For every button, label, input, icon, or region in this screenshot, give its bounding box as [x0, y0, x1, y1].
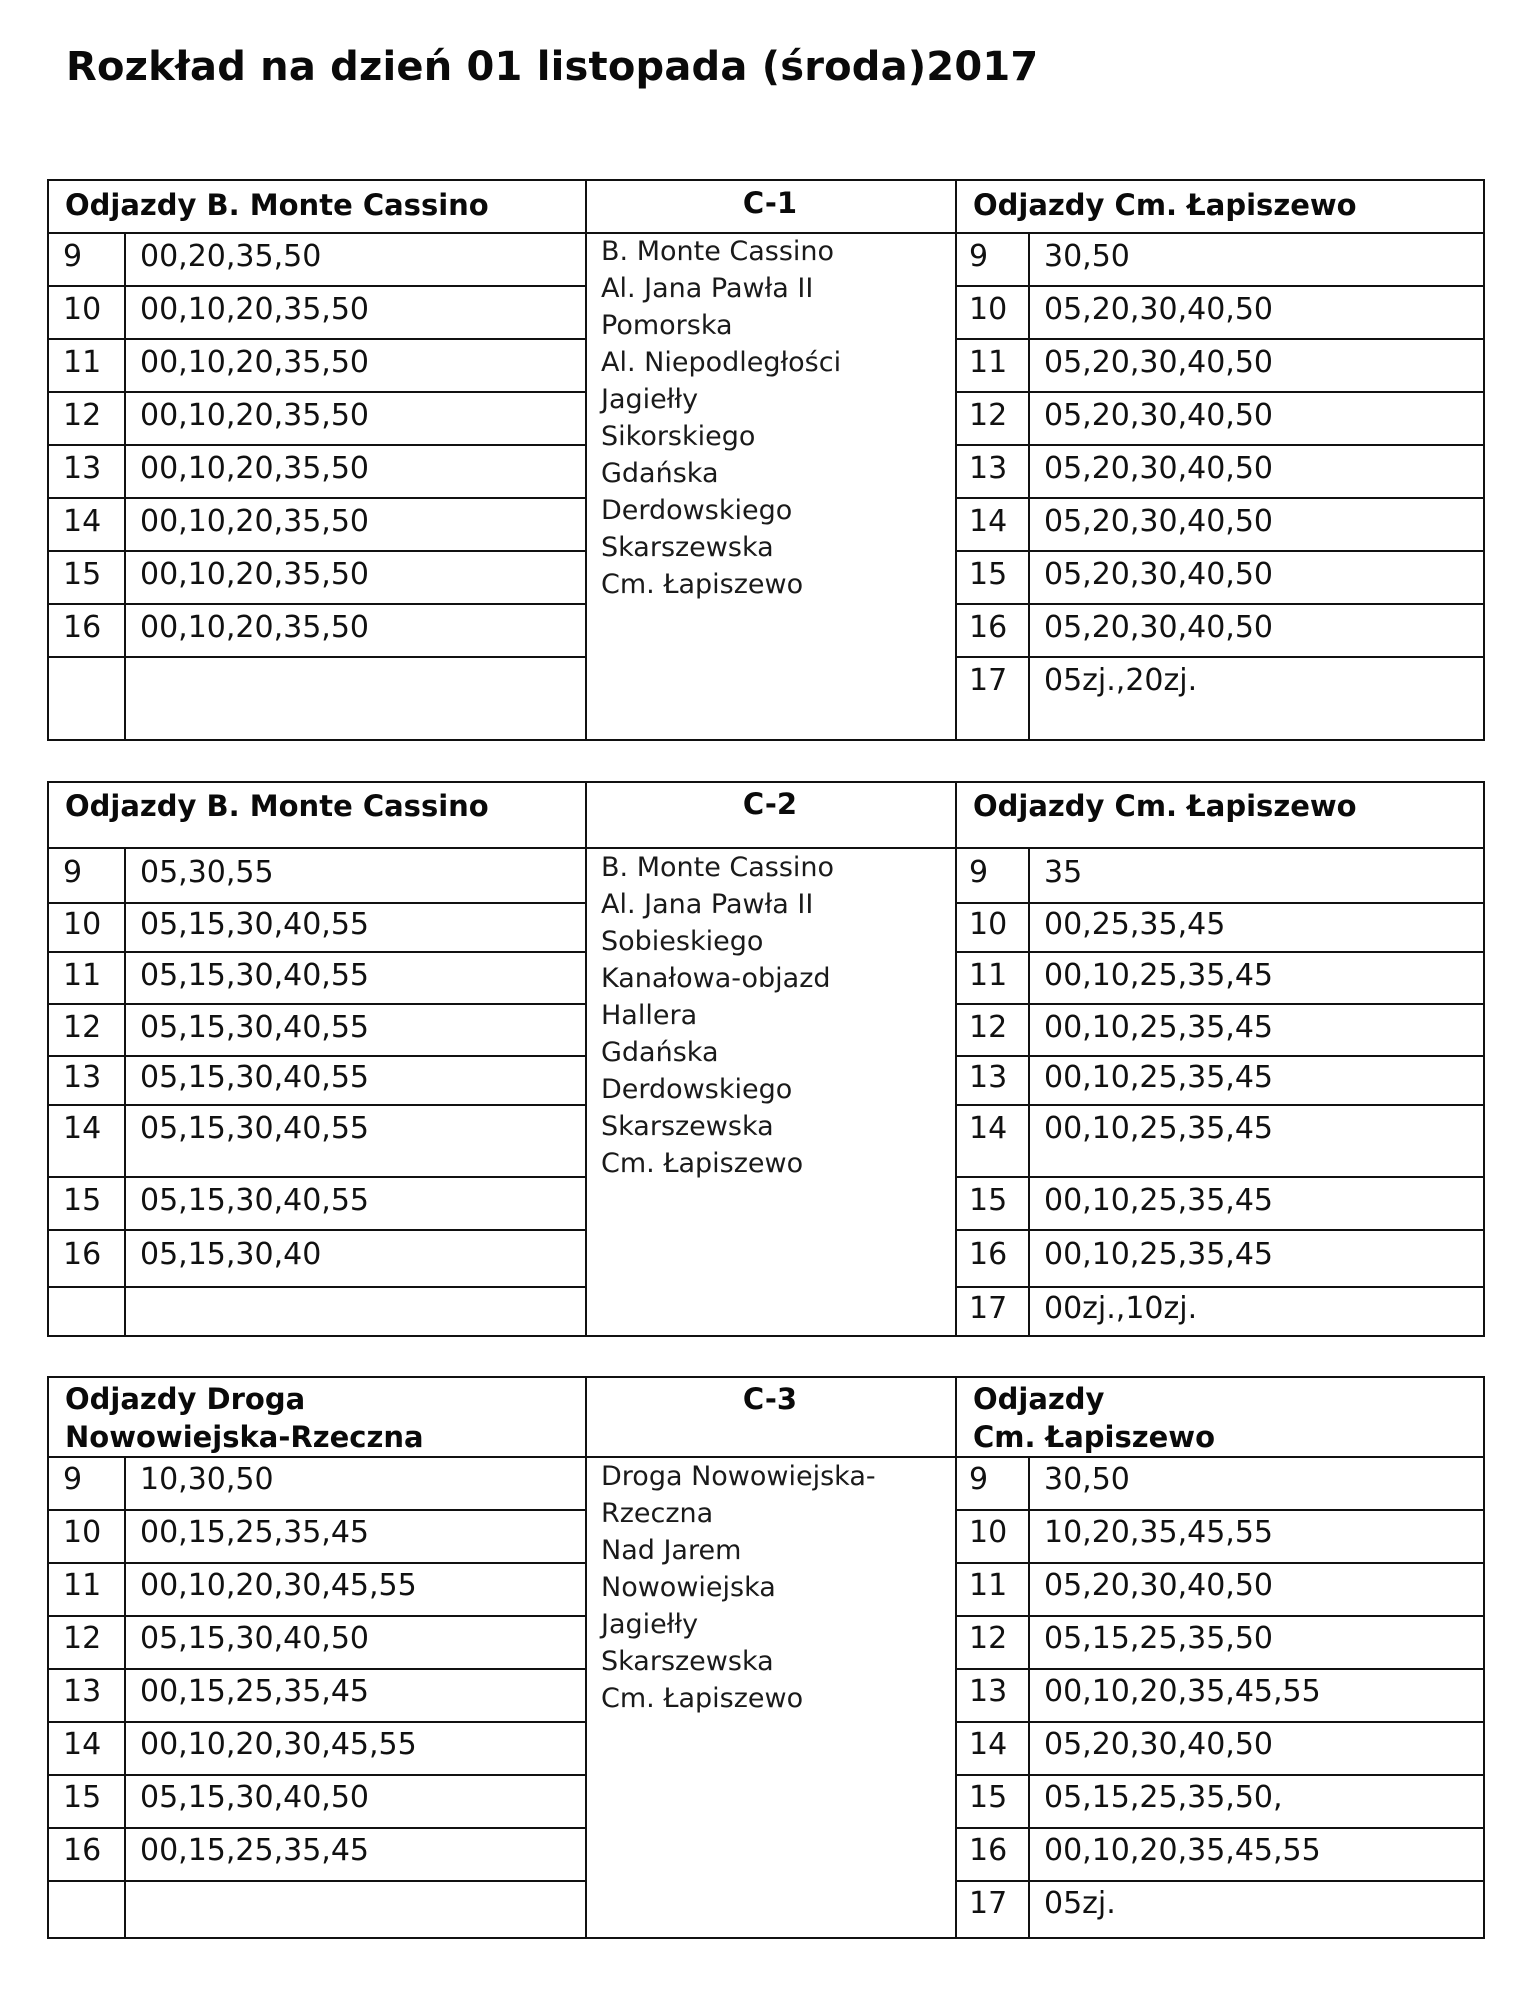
divider	[49, 1721, 585, 1723]
minutes-cell: 05,20,30,40,50	[1044, 451, 1274, 486]
hour-cell: 14	[969, 1727, 1008, 1762]
minutes-cell: 05,20,30,40,50	[1044, 398, 1274, 433]
stop: Nowowiejska	[601, 1572, 776, 1603]
minutes-cell: 00,10,20,35,50	[140, 504, 370, 539]
left-header	[65, 1380, 424, 1456]
hour-cell: 11	[969, 958, 1008, 993]
hour-cell: 10	[63, 292, 102, 327]
minutes-cell: 00,10,25,35,45	[1044, 1111, 1274, 1146]
stop: Sobieskiego	[601, 926, 764, 957]
minutes-cell: 05,15,25,35,50,	[1044, 1780, 1283, 1815]
stop: Cm. Łapiszewo	[601, 569, 804, 600]
minutes-cell: 05,20,30,40,50	[1044, 1727, 1274, 1762]
divider	[49, 1003, 585, 1005]
divider	[49, 1104, 585, 1106]
minutes-cell: 00,10,20,35,50	[140, 345, 370, 380]
stop: B. Monte Cassino	[601, 852, 835, 883]
hour-cell: 13	[969, 1060, 1008, 1095]
hour-cell: 10	[969, 292, 1008, 327]
line-label: C-2	[742, 787, 798, 821]
minutes-cell: 00,10,25,35,45	[1044, 958, 1274, 993]
hour-cell: 10	[63, 1515, 102, 1550]
hour-cell: 13	[63, 1060, 102, 1095]
minutes-cell: 00,15,25,35,45	[140, 1674, 370, 1709]
minutes-cell: 00,25,35,45	[1044, 907, 1226, 942]
divider	[49, 1286, 585, 1288]
hour-cell: 17	[969, 663, 1008, 698]
right-header-line: Cm. Łapiszewo	[973, 1420, 1216, 1454]
minutes-cell: 05,20,30,40,50	[1044, 1568, 1274, 1603]
line-label: C-3	[742, 1382, 798, 1416]
minutes-cell: 00,10,20,35,50	[140, 451, 370, 486]
right-header	[973, 1380, 1215, 1456]
minutes-cell: 05,15,30,40,55	[140, 958, 370, 993]
minutes-cell: 05,15,30,40	[140, 1237, 322, 1272]
stop: Derdowskiego	[601, 495, 793, 526]
minutes-cell: 00,10,25,35,45	[1044, 1237, 1274, 1272]
minutes-cell: 00,15,25,35,45	[140, 1515, 370, 1550]
divider	[49, 1615, 585, 1617]
minutes-cell: 00,10,20,30,45,55	[140, 1568, 417, 1603]
divider	[49, 1509, 585, 1511]
hour-cell: 16	[63, 1237, 102, 1272]
hour-cell: 16	[969, 610, 1008, 645]
divider	[49, 285, 585, 287]
stop: Jagiełły	[601, 1609, 699, 1640]
stop: Rzeczna	[601, 1498, 714, 1529]
stop: Al. Jana Pawła II	[601, 273, 814, 304]
divider	[955, 656, 1483, 658]
stop: B. Monte Cassino	[601, 236, 835, 267]
stop: Jagiełły	[601, 384, 699, 415]
stop: Al. Jana Pawła II	[601, 889, 814, 920]
hour-cell: 12	[63, 1621, 102, 1656]
stop: Sikorskiego	[601, 421, 756, 452]
minutes-cell: 00,10,20,35,50	[140, 557, 370, 592]
minutes-cell: 05,20,30,40,50	[1044, 610, 1274, 645]
divider	[955, 1003, 1483, 1005]
hour-cell: 15	[63, 1780, 102, 1815]
minutes-cell: 05,20,30,40,50	[1044, 345, 1274, 380]
divider	[49, 497, 585, 499]
stop: Kanałowa-objazd	[601, 963, 831, 994]
hour-cell: 16	[63, 610, 102, 645]
divider	[49, 1562, 585, 1564]
minutes-cell: 05,20,30,40,50	[1044, 557, 1274, 592]
divider	[955, 1562, 1483, 1564]
divider	[955, 1880, 1483, 1882]
hour-cell: 15	[969, 1780, 1008, 1815]
minutes-cell: 00,10,20,35,50	[140, 292, 370, 327]
divider	[955, 951, 1483, 953]
divider	[49, 338, 585, 340]
hour-cell: 12	[969, 398, 1008, 433]
hour-cell: 16	[969, 1833, 1008, 1868]
hour-cell: 15	[969, 1183, 1008, 1218]
minutes-cell: 00,10,25,35,45	[1044, 1183, 1274, 1218]
divider	[955, 1176, 1483, 1178]
divider	[955, 1721, 1483, 1723]
minutes-cell: 05,20,30,40,50	[1044, 504, 1274, 539]
divider	[955, 902, 1483, 904]
divider	[955, 1827, 1483, 1829]
divider	[49, 603, 585, 605]
hour-cell: 13	[63, 451, 102, 486]
minutes-cell: 30,50	[1044, 239, 1130, 274]
divider	[49, 1668, 585, 1670]
minutes-cell: 05zj.	[1044, 1886, 1116, 1921]
divider	[49, 1176, 585, 1178]
divider	[955, 1615, 1483, 1617]
left-header-line: Nowowiejska-Rzeczna	[65, 1420, 424, 1454]
hour-cell: 14	[63, 1727, 102, 1762]
divider	[49, 1055, 585, 1057]
minutes-cell: 00,10,25,35,45	[1044, 1060, 1274, 1095]
stop: Cm. Łapiszewo	[601, 1683, 804, 1714]
hour-cell: 16	[63, 1833, 102, 1868]
divider	[955, 497, 1483, 499]
minutes-cell: 05,15,30,40,55	[140, 907, 370, 942]
hour-cell: 11	[63, 345, 102, 380]
right-header: Odjazdy Cm. Łapiszewo	[973, 188, 1357, 222]
divider	[955, 338, 1483, 340]
right-header-line: Odjazdy	[973, 1382, 1105, 1416]
divider	[955, 1229, 1483, 1231]
divider	[955, 603, 1483, 605]
divider	[49, 1880, 585, 1882]
hour-cell: 11	[969, 345, 1008, 380]
left-header: Odjazdy B. Monte Cassino	[65, 188, 489, 222]
hour-cell: 9	[63, 855, 83, 890]
hour-cell: 9	[63, 239, 83, 274]
stop: Cm. Łapiszewo	[601, 1148, 804, 1179]
minutes-cell: 00,10,20,35,50	[140, 610, 370, 645]
stop: Skarszewska	[601, 1646, 774, 1677]
stop-list	[587, 233, 841, 603]
hour-cell: 12	[969, 1010, 1008, 1045]
divider	[49, 1827, 585, 1829]
stop: Derdowskiego	[601, 1074, 793, 1105]
stop: Nad Jarem	[601, 1535, 742, 1566]
divider	[955, 1055, 1483, 1057]
minutes-cell: 05,15,30,40,55	[140, 1183, 370, 1218]
minutes-cell: 05,15,30,40,55	[140, 1010, 370, 1045]
stop: Al. Niepodległości	[601, 347, 842, 378]
hour-cell: 13	[63, 1674, 102, 1709]
stop: Gdańska	[601, 458, 719, 489]
divider	[955, 1774, 1483, 1776]
minutes-cell: 00,20,35,50	[140, 239, 322, 274]
minutes-cell: 05,15,30,40,50	[140, 1780, 370, 1815]
divider	[49, 550, 585, 552]
hour-cell: 15	[63, 1183, 102, 1218]
minutes-cell: 30,50	[1044, 1462, 1130, 1497]
hour-cell: 15	[63, 557, 102, 592]
hour-cell: 9	[969, 1462, 989, 1497]
timetable-c3	[47, 1376, 1485, 1939]
divider	[955, 1104, 1483, 1106]
divider	[49, 951, 585, 953]
hour-cell: 14	[63, 504, 102, 539]
divider	[955, 285, 1483, 287]
hour-cell: 13	[969, 1674, 1008, 1709]
hour-cell: 17	[969, 1886, 1008, 1921]
minutes-cell: 10,20,35,45,55	[1044, 1515, 1274, 1550]
divider	[49, 1774, 585, 1776]
divider	[49, 902, 585, 904]
hour-cell: 12	[63, 1010, 102, 1045]
stop: Pomorska	[601, 310, 733, 341]
hour-cell: 15	[969, 557, 1008, 592]
divider	[49, 444, 585, 446]
hour-cell: 10	[63, 907, 102, 942]
page-title: Rozkład na dzień 01 listopada (środa)2017	[66, 44, 1039, 90]
divider	[955, 550, 1483, 552]
minutes-cell: 00,10,20,35,45,55	[1044, 1674, 1321, 1709]
stop-list	[587, 849, 834, 1182]
minutes-cell: 00,10,20,35,45,55	[1044, 1833, 1321, 1868]
stop: Hallera	[601, 1000, 698, 1031]
stop-list	[587, 1458, 876, 1717]
timetable-c1	[47, 179, 1485, 741]
minutes-cell: 05,30,55	[140, 855, 274, 890]
hour-cell: 14	[969, 504, 1008, 539]
timetable-c2	[47, 781, 1485, 1337]
minutes-cell: 05,15,25,35,50	[1044, 1621, 1274, 1656]
hour-cell: 14	[63, 1111, 102, 1146]
divider	[49, 1229, 585, 1231]
minutes-cell: 05,20,30,40,50	[1044, 292, 1274, 327]
divider	[955, 391, 1483, 393]
left-header: Odjazdy B. Monte Cassino	[65, 789, 489, 823]
hour-cell: 10	[969, 907, 1008, 942]
hour-cell: 11	[969, 1568, 1008, 1603]
line-label: C-1	[742, 186, 798, 220]
right-header: Odjazdy Cm. Łapiszewo	[973, 789, 1357, 823]
minutes-cell: 00zj.,10zj.	[1044, 1291, 1198, 1326]
minutes-cell: 00,15,25,35,45	[140, 1833, 370, 1868]
stop: Skarszewska	[601, 1111, 774, 1142]
hour-cell: 13	[969, 451, 1008, 486]
hour-cell: 17	[969, 1291, 1008, 1326]
divider	[955, 1668, 1483, 1670]
minutes-cell: 00,10,25,35,45	[1044, 1010, 1274, 1045]
hour-cell: 16	[969, 1237, 1008, 1272]
stop: Skarszewska	[601, 532, 774, 563]
stop: Droga Nowowiejska-	[601, 1461, 876, 1492]
left-header-line: Odjazdy Droga	[65, 1382, 306, 1416]
divider	[955, 444, 1483, 446]
minutes-cell: 05,15,30,40,55	[140, 1111, 370, 1146]
divider	[49, 656, 585, 658]
hour-cell: 12	[63, 398, 102, 433]
hour-cell: 9	[969, 239, 989, 274]
minutes-cell: 35	[1044, 855, 1083, 890]
hour-cell: 11	[63, 958, 102, 993]
divider	[49, 391, 585, 393]
minutes-cell: 05,15,30,40,55	[140, 1060, 370, 1095]
hour-cell: 14	[969, 1111, 1008, 1146]
hour-cell: 10	[969, 1515, 1008, 1550]
hour-cell: 12	[969, 1621, 1008, 1656]
minutes-cell: 05zj.,20zj.	[1044, 663, 1198, 698]
minutes-cell: 00,10,20,35,50	[140, 398, 370, 433]
stop: Gdańska	[601, 1037, 719, 1068]
minutes-cell: 00,10,20,30,45,55	[140, 1727, 417, 1762]
hour-cell: 9	[969, 855, 989, 890]
minutes-cell: 10,30,50	[140, 1462, 274, 1497]
divider	[955, 1286, 1483, 1288]
minutes-cell: 05,15,30,40,50	[140, 1621, 370, 1656]
hour-cell: 11	[63, 1568, 102, 1603]
divider	[955, 1509, 1483, 1511]
hour-cell: 9	[63, 1462, 83, 1497]
